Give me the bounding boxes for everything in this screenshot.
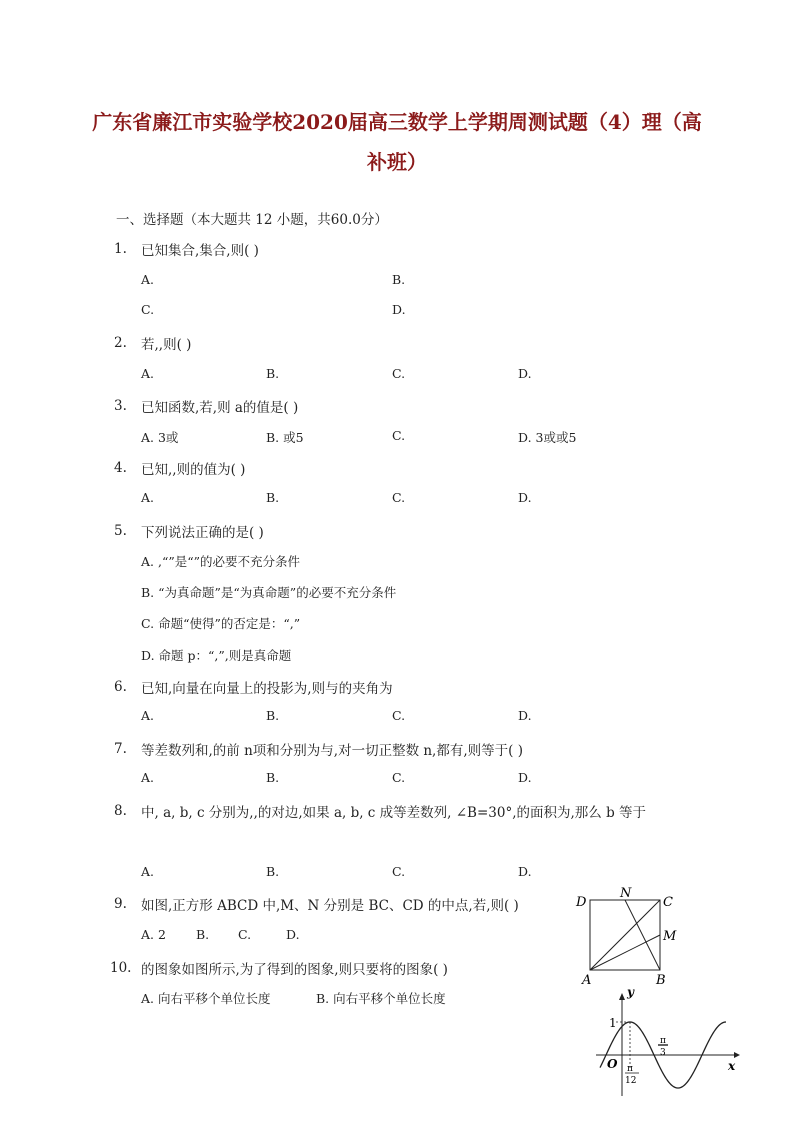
label-c: C — [663, 895, 673, 910]
origin-label: O — [607, 1057, 618, 1071]
question-5-option-c: C. 命题“使得”的否定是：“,” — [141, 616, 301, 631]
label-b: B — [656, 973, 666, 988]
pi3-numerator: π — [660, 1036, 666, 1046]
question-4-text: 已知,,则的值为( ) — [141, 462, 246, 478]
section-header: 一、选择题（本大题共 12 小题，共60.0分） — [116, 212, 388, 228]
question-2-option-b: B. — [266, 366, 280, 381]
question-4-number: 4. — [114, 460, 127, 476]
question-9-option-b: B. — [196, 927, 210, 942]
question-2-option-c: C. — [392, 366, 406, 381]
label-m: M — [663, 929, 677, 944]
question-2-number: 2. — [114, 335, 127, 351]
question-6-option-a: A. — [141, 708, 155, 723]
question-3-option-c: C. — [392, 428, 406, 443]
question-4-option-a: A. — [141, 490, 155, 505]
y-axis-arrow — [619, 993, 625, 1000]
question-6-number: 6. — [114, 679, 127, 695]
question-5-option-a: A. ,“”是“”的必要不充分条件 — [141, 554, 301, 569]
question-8-option-b: B. — [266, 864, 280, 879]
question-8-option-d: D. — [518, 864, 532, 879]
question-7-option-d: D. — [518, 770, 532, 785]
pi12-denominator: 12 — [625, 1076, 637, 1086]
question-1-option-d: D. — [392, 302, 406, 317]
pi3-denominator: 3 — [660, 1048, 666, 1058]
label-n: N — [620, 886, 632, 901]
question-10-text: 的图象如图所示,为了得到的图象,则只要将的图象( ) — [141, 962, 448, 978]
question-9-option-d: D. — [286, 927, 300, 942]
question-3-option-b: B. 或5 — [266, 430, 304, 445]
question-7-option-b: B. — [266, 770, 280, 785]
question-8-number: 8. — [114, 803, 127, 819]
question-5-option-d: D. 命题 p：“,”,则是真命题 — [141, 648, 292, 663]
question-3-text: 已知函数,若,则 a的值是( ) — [141, 400, 299, 416]
question-9-number: 9. — [114, 896, 127, 912]
question-7-option-c: C. — [392, 770, 406, 785]
question-9-text: 如图,正方形 ABCD 中,M、N 分别是 BC、CD 的中点,若,则( ) — [141, 898, 519, 914]
segment-bn — [625, 900, 660, 970]
page-title-line1: 广东省廉江市实验学校2020届高三数学上学期周测试题（4）理（高 — [92, 110, 702, 134]
question-6-option-d: D. — [518, 708, 532, 723]
question-5-option-b: B. “为真命题”是“为真命题”的必要不充分条件 — [141, 585, 397, 600]
question-3-option-a: A. 3或 — [141, 430, 179, 445]
y-label: y — [627, 988, 634, 999]
question-1-option-a: A. — [141, 272, 155, 287]
sine-graph-figure — [586, 988, 746, 1100]
page-title-line2: 补班） — [367, 150, 427, 174]
question-7-option-a: A. — [141, 770, 155, 785]
question-5-text: 下列说法正确的是( ) — [141, 525, 264, 541]
question-2-option-d: D. — [518, 366, 532, 381]
question-6-option-b: B. — [266, 708, 280, 723]
label-a: A — [582, 973, 592, 988]
diagonal-ac — [590, 900, 660, 970]
question-8-option-a: A. — [141, 864, 155, 879]
x-label: x — [728, 1059, 736, 1073]
segment-am — [590, 935, 660, 970]
question-2-text: 若,,则( ) — [141, 337, 192, 353]
question-1-number: 1. — [114, 241, 127, 257]
question-10-option-b: B. 向右平移个单位长度 — [316, 991, 446, 1006]
question-1-option-c: C. — [141, 302, 155, 317]
question-3-option-d: D. 3或或5 — [518, 430, 577, 445]
pi12-numerator: π — [627, 1064, 633, 1074]
question-4-option-c: C. — [392, 490, 406, 505]
square-figure — [570, 884, 690, 992]
question-8-option-c: C. — [392, 864, 406, 879]
question-1-option-b: B. — [392, 272, 406, 287]
question-10-option-a: A. 向右平移个单位长度 — [141, 991, 271, 1006]
question-6-option-c: C. — [392, 708, 406, 723]
question-1-text: 已知集合,集合,则( ) — [141, 243, 259, 259]
x-axis-arrow — [734, 1052, 740, 1058]
question-7-text: 等差数列和,的前 n项和分别为与,对一切正整数 n,都有,则等于( ) — [141, 743, 523, 759]
question-4-option-b: B. — [266, 490, 280, 505]
question-9-option-a: A. 2 — [141, 927, 166, 942]
label-d: D — [576, 895, 587, 910]
question-4-option-d: D. — [518, 490, 532, 505]
question-6-text: 已知,向量在向量上的投影为,则与的夹角为 — [141, 681, 393, 697]
question-2-option-a: A. — [141, 366, 155, 381]
question-5-number: 5. — [114, 523, 127, 539]
question-7-number: 7. — [114, 741, 127, 757]
question-10-number: 10. — [110, 960, 132, 976]
question-8-text: 中, a, b, c 分别为,,的对边,如果 a, b, c 成等差数列, ∠B=30°,的面积为,那么 b 等于 — [141, 805, 647, 821]
question-3-number: 3. — [114, 398, 127, 414]
one-label: 1 — [609, 1016, 617, 1030]
question-9-option-c: C. — [238, 927, 252, 942]
